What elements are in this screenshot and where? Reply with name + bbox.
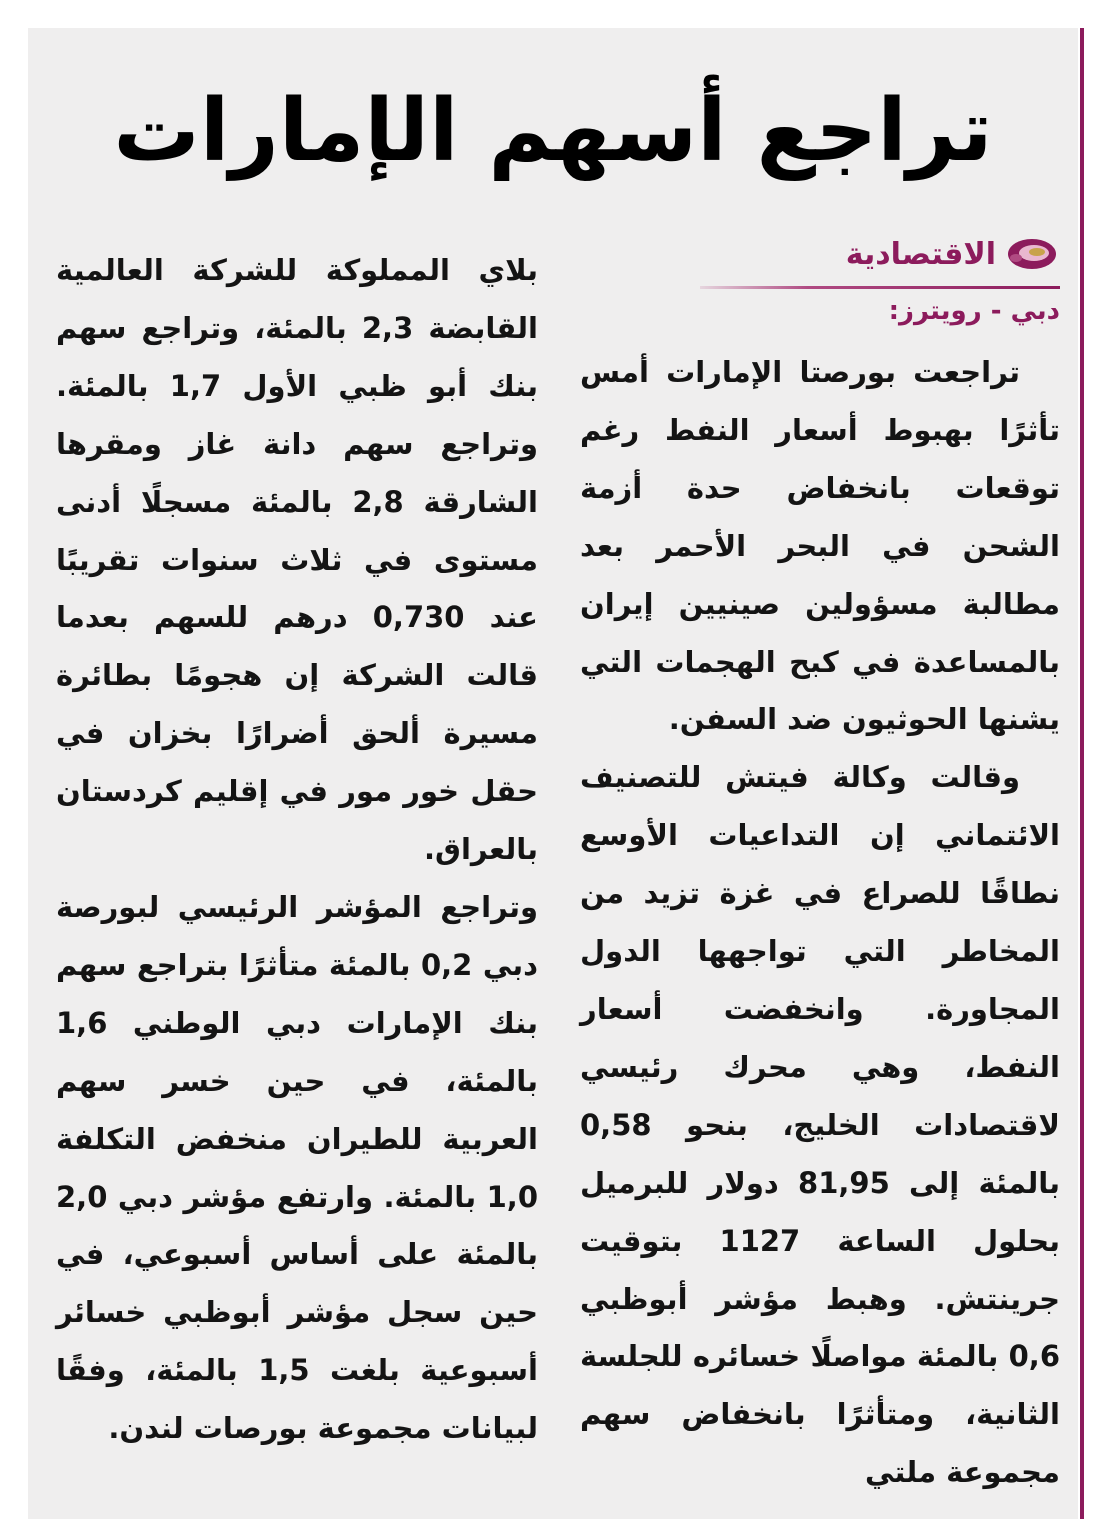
newspaper-page: [28, 28, 1078, 1519]
brand-divider: [700, 286, 1060, 289]
brand-name: الاقتصادية: [845, 236, 996, 272]
section-brand: [700, 234, 1060, 274]
article-paragraph: وتراجع المؤشر الرئيسي لبورصة دبي 0,2 بالمئة متأثرًا بتراجع سهم بنك الإمارات دبي الوطني 1,6 بالمئة، في حين خسر سهم العربية للطيران منخفض التكلفة 1,0 بالمئة. وارتفع مؤشر دبي 2,0 بالمئة على أساس أسبوعي، في حين سجل مؤشر أبوظبي خسائر أسبوعية بلغت 1,5 بالمئة، وفقًا لبيانات مجموعة بورصات لندن.: [56, 889, 538, 1446]
dateline: دبي - رويترز:: [888, 296, 1060, 326]
article-paragraph: وقالت وكالة فيتش للتصنيف الائتماني إن التداعيات الأوسع نطاقًا للصراع في غزة تزيد من المخاطر التي تواجهها الدول المجاورة. وانخفضت أسعار النفط، وهي محرك رئيسي لاقتصادات الخليج، بنحو 0,58 بالمئة إلى 81,95 دولار للبرميل بحلول الساعة 1127 بتوقيت جرينتش. وهبط مؤشر أبوظبي 0,6 بالمئة مواصلًا خسائره للجلسة الثانية، ومتأثرًا بانخفاض سهم مجموعة ملتي: [580, 760, 1060, 1490]
article-paragraph: تراجعت بورصتا الإمارات أمس تأثرًا بهبوط أسعار النفط رغم توقعات بانخفاض حدة أزمة الشحن في البحر الأحمر بعد مطالبة مسؤولين صينيين إيران بالمساعدة في كبح الهجمات التي يشنها الحوثيون ضد السفن.: [580, 355, 1060, 737]
article-paragraph: بلاي المملوكة للشركة العالمية القابضة 2,3 بالمئة، وتراجع سهم بنك أبو ظبي الأول 1,7 بالمئة. وتراجع سهم دانة غاز ومقرها الشارقة 2,8 بالمئة مسجلًا أدنى مستوى في ثلاث سنوات تقريبًا عند 0,730 درهم للسهم بعدما قالت الشركة إن هجومًا بطائرة مسيرة ألحق أضرارًا بخزان في حقل خور مور في إقليم كردستان بالعراق.: [56, 253, 538, 867]
article-headline: تراجع أسهم الإمارات: [113, 81, 993, 181]
page-edge-rule: [1080, 28, 1084, 1519]
article-column-left: [56, 242, 538, 1458]
eqtisadiah-logo-icon: [1004, 234, 1060, 274]
article-column-right: [580, 344, 1060, 1502]
